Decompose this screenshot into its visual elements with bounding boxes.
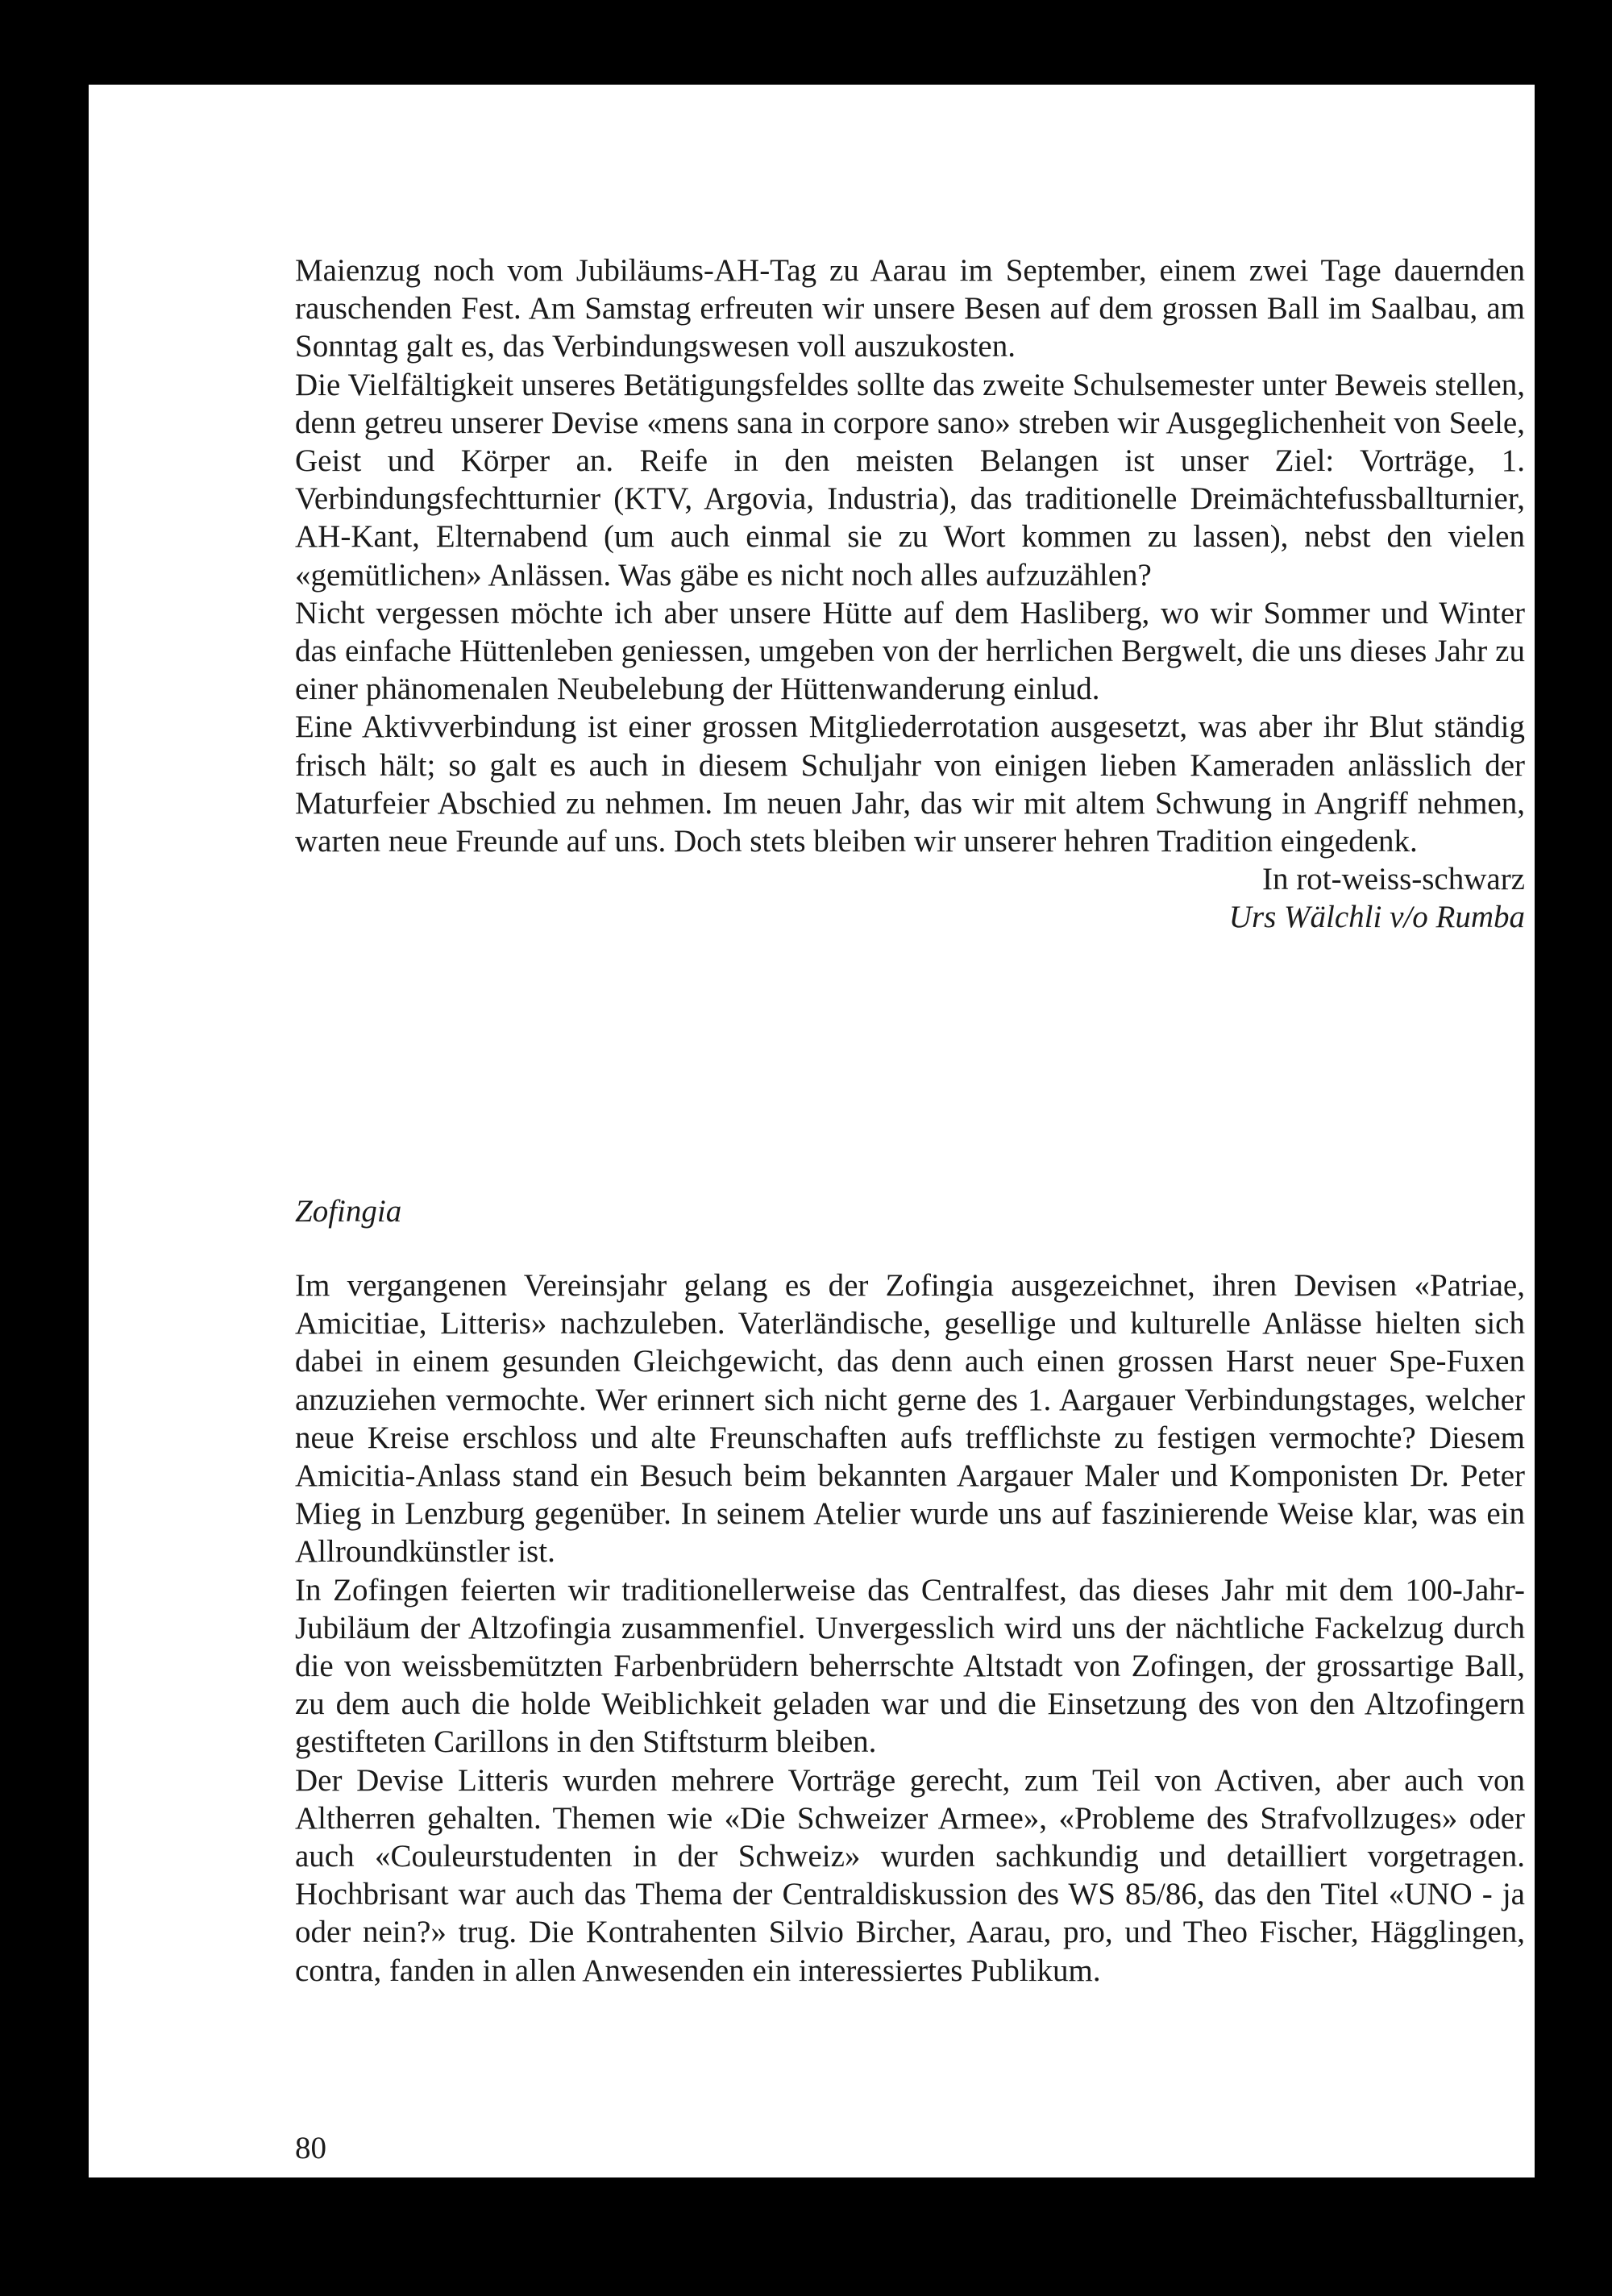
closing-block [295,860,1525,936]
section-heading: Zofingia [295,1194,402,1229]
paragraph: Eine Aktivverbindung ist einer grossen Mitgliederrotation ausgesetzt, was aber ihr Blut ständig frisch hält; so galt es auch in diesem Schuljahr von einigen lieben Kameraden anlässlich der Maturfeier Abschied zu nehmen. Im neuen Jahr, das wir mit altem Schwung in Angriff nehmen, warten neue Freunde auf uns. Doch stets bleiben wir unserer hehren Tradition eingedenk. [295,709,1525,859]
paragraph: Maienzug noch vom Jubiläums-AH-Tag zu Aarau im September, einem zwei Tage dauernden rauschenden Fest. Am Samstag erfreuten wir unsere Besen auf dem grossen Ball im Saalbau, am Sonntag galt es, das Verbindungswesen voll auszukosten. [295,253,1525,364]
paragraph: Im vergangenen Vereinsjahr gelang es der Zofingia ausgezeichnet, ihren Devisen «Patriae, Amicitiae, Litteris» nachzuleben. Vaterländische, gesellige und kulturelle Anlässe hielten sich dabei in einem gesunden Gleichgewicht, das denn auch einen grossen Harst neuer Spe-Fuxen anzuziehen vermochte. Wer erinnert sich nicht gerne des 1. Aargauer Verbindungstages, welcher neue Kreise erschloss und alte Freunschaften aufs trefflichste zu festigen vermochte? Diesem Amicitia-Anlass stand ein Besuch beim bekannten Aargauer Maler und Komponisten Dr. Peter Mieg in Lenzburg gegenüber. In seinem Atelier wurde uns auf faszinierende Weise klar, was ein Allroundkünstler ist. [295,1268,1525,1570]
author-signature: Urs Wälchli v/o Rumba [1228,900,1525,935]
closing-salutation: In rot-weiss-schwarz [1262,862,1525,897]
paragraph: Die Vielfältigkeit unseres Betätigungsfeldes sollte das zweite Schulsemester unter Beweis stellen, denn getreu unserer Devise «mens sana in corpore sano» streben wir Ausgeglichenheit von Seele, Geist und Körper an. Reife in den meisten Belangen ist unser Ziel: Vorträge, 1. Verbindungsfechtturnier (KTV, Argovia, Industria), das traditionelle Dreimächtefussballturnier, AH-Kant, Elternabend (um auch einmal sie zu Wort kommen zu lassen), nebst den vielen «gemütlichen» Anlässen. Was gäbe es nicht noch alles aufzuzählen? [295,367,1525,593]
page-number: 80 [295,2131,326,2165]
paragraph: In Zofingen feierten wir traditionellerweise das Centralfest, das dieses Jahr mit dem 100-Jahr-Jubiläum der Altzofingia zusammenfiel. Unvergesslich wird uns der nächtliche Fackelzug durch die von weissbemützten Farbenbrüdern beherrschte Altstadt von Zofingen, der grossartige Ball, zu dem auch die holde Weiblichkeit geladen war und die Einsetzung des von den Altzofingern gestifteten Carillons in den Stiftsturm bleiben. [295,1572,1525,1760]
section-1-body [295,252,1525,937]
paragraph: Der Devise Litteris wurden mehrere Vorträge gerecht, zum Teil von Activen, aber auch von Altherren gehalten. Themen wie «Die Schweizer Armee», «Probleme des Strafvollzuges» oder auch «Couleurstudenten in der Schweiz» wurden sachkundig und detailliert vorgetragen. Hochbrisant war auch das Thema der Centraldiskussion des WS 85/86, das den Titel «UNO - ja oder nein?» trug. Die Kontrahenten Silvio Bircher, Aarau, pro, und Theo Fischer, Hägglingen, contra, fanden in allen Anwesenden ein interessiertes Publikum. [295,1762,1525,1988]
paragraph: Nicht vergessen möchte ich aber unsere Hütte auf dem Hasliberg, wo wir Sommer und Winter das einfache Hüttenleben geniessen, umgeben von der herrlichen Bergwelt, die uns dieses Jahr zu einer phänomenalen Neubelebung der Hüttenwanderung einlud. [295,595,1525,707]
section-2-body [295,1267,1525,1990]
book-page [89,85,1535,2177]
